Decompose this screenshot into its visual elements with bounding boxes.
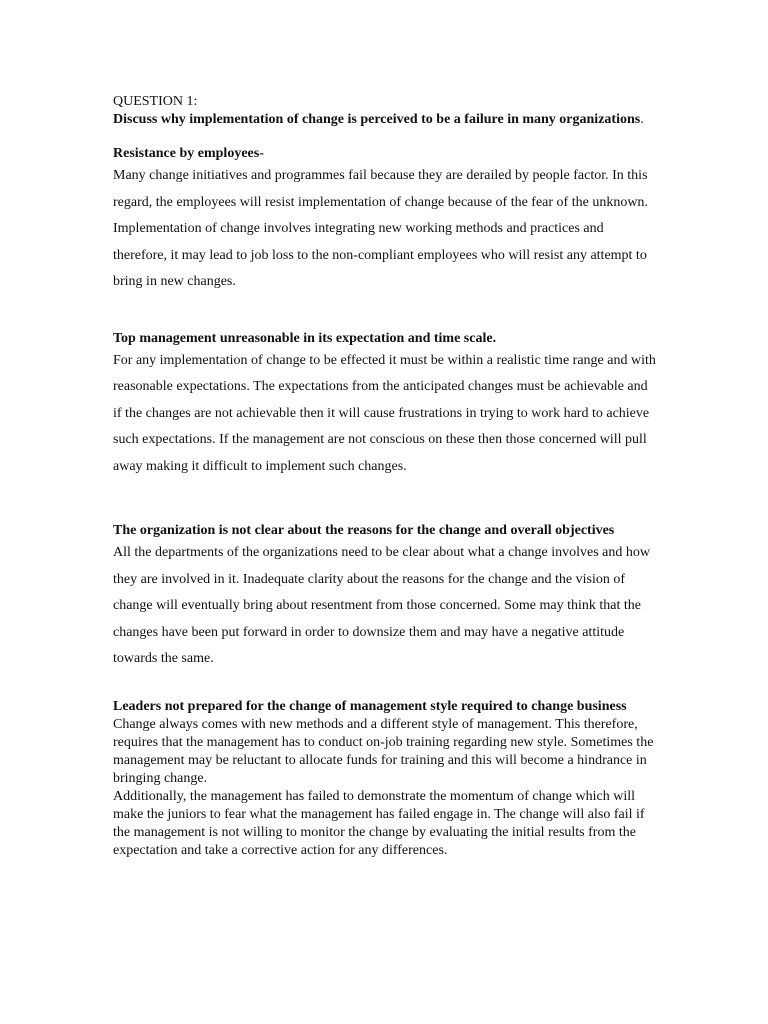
- question-label: QUESTION 1:: [113, 94, 198, 109]
- section-paragraph: All the departments of the organizations need to be clear about what a change involves and how they are involved in it. Inadequate clarity about the reasons for the change and the vision of change will eventually bring about resentment from those concerned. Some may think that the changes have been put forward in order to downsize them and may have a negative attitude towards the same.: [113, 545, 651, 666]
- section-leaders-not-prepared: [113, 698, 658, 860]
- section-paragraph: Additionally, the management has failed to demonstrate the momentum of change which will make the juniors to fear what the management has failed engage in. The change will also fail if the management is not willing to monitor the change by evaluating the initial results from the expectation and take a corrective action for any differences.: [113, 788, 645, 858]
- section-paragraph: Many change initiatives and programmes fail because they are derailed by people factor. In this regard, the employees will resist implementation of change because of the fear of the unknown. Implementation of change involves integrating new working methods and practices and therefore, it may lead to job loss to the non-compliant employees who will resist any attempt to bring in new changes.: [113, 168, 648, 289]
- section-unclear-reasons: [113, 522, 658, 673]
- section-top-management-expectations: [113, 330, 658, 481]
- section-paragraph: Change always comes with new methods and a different style of management. This therefore, requires that the management has to conduct on-job training regarding new style. Sometimes the management may be reluctant to allocate funds for training and this will become a hindrance in bringing change.: [113, 716, 654, 786]
- question-text-main: Discuss why implementation of change is perceived to be a failure in many organizations: [113, 112, 641, 127]
- section-resistance-by-employees: [113, 145, 658, 296]
- section-heading: Leaders not prepared for the change of management style required to change business: [113, 698, 627, 714]
- question-text-tail: .: [640, 112, 644, 127]
- section-heading: Resistance by employees-: [113, 146, 264, 161]
- section-paragraph: For any implementation of change to be effected it must be within a realistic time range and with reasonable expectations. The expectations from the anticipated changes must be achievable and if the changes are not achievable then it will cause frustrations in trying to work hard to achieve such expectations. If the management are not conscious on these then those concerned will pull away making it difficult to implement such changes.: [113, 352, 656, 474]
- question-text: [113, 111, 658, 129]
- section-heading: The organization is not clear about the reasons for the change and overall objectives: [113, 523, 615, 538]
- document-page: [113, 93, 658, 860]
- section-heading: Top management unreasonable in its expectation and time scale.: [113, 330, 497, 346]
